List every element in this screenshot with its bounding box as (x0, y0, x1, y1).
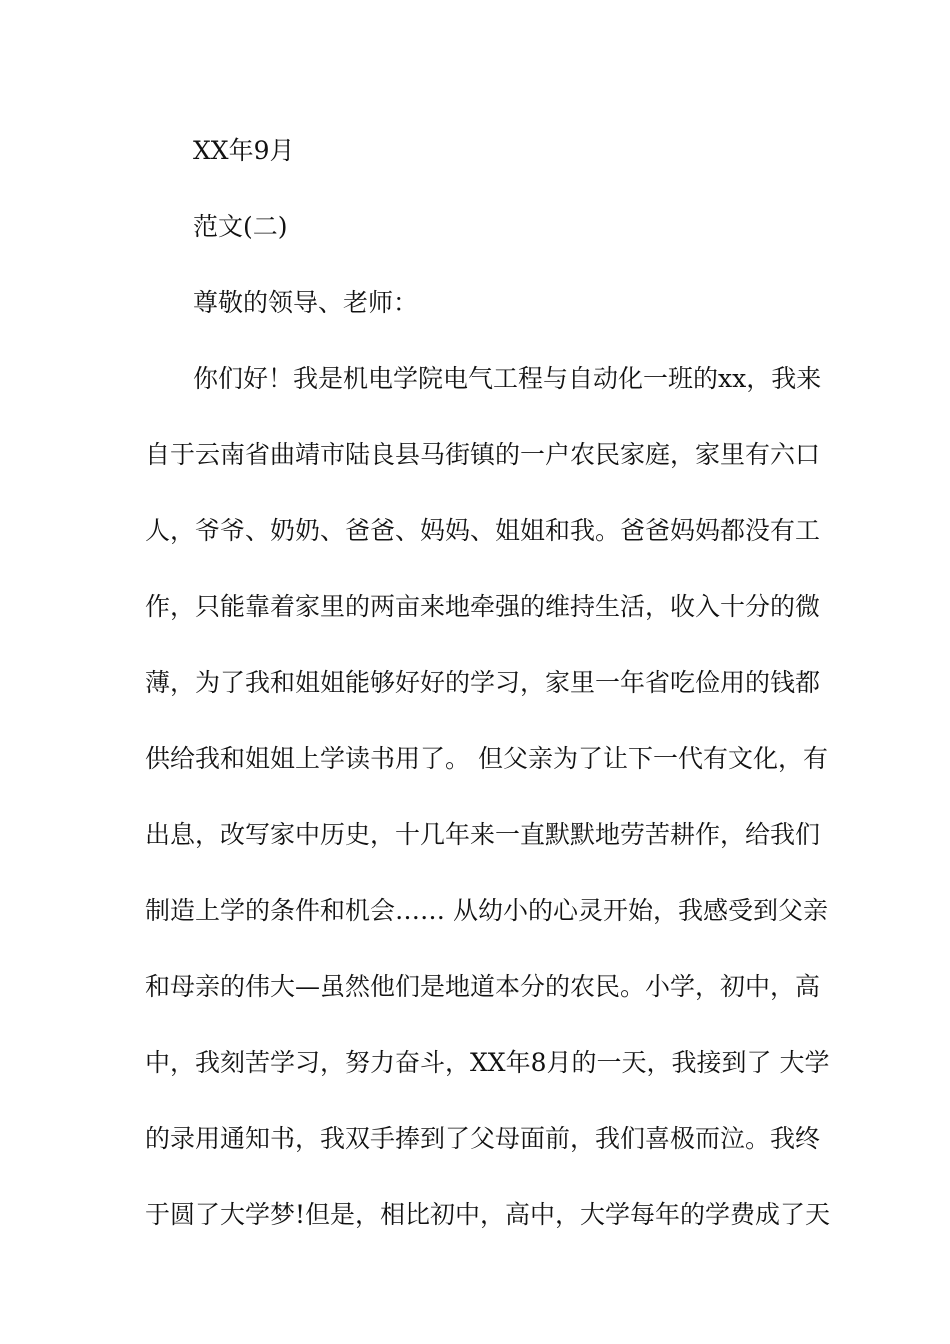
body-line: 薄，为了我和姐姐能够好好的学习，家里一年省吃俭用的钱都 (145, 668, 821, 697)
body-line: 供给我和姐姐上学读书用了。 但父亲为了让下一代有文化，有 (145, 744, 828, 773)
section-title: 范文(二) (193, 212, 288, 241)
body-line: 作，只能靠着家里的两亩来地牵强的维持生活，收入十分的微 (145, 592, 821, 621)
body-line: 自于云南省曲靖市陆良县马街镇的一户农民家庭，家里有六口 (145, 440, 821, 469)
body-line: 你们好！我是机电学院电气工程与自动化一班的xx，我来 (193, 364, 822, 393)
body-line: 制造上学的条件和机会…… 从幼小的心灵开始，我感受到父亲 (145, 896, 828, 925)
body-line: 的录用通知书，我双手捧到了父母面前，我们喜极而泣。我终 (145, 1124, 821, 1153)
body-line: 于圆了大学梦!但是，相比初中，高中，大学每年的学费成了天 (145, 1200, 831, 1229)
body-line: 人，爷爷、奶奶、爸爸、妈妈、姐姐和我。爸爸妈妈都没有工 (145, 516, 821, 545)
date-line: XX年9月 (193, 136, 295, 165)
body-line: 出息，改写家中历史，十几年来一直默默地劳苦耕作，给我们 (145, 820, 821, 849)
salutation: 尊敬的领导、老师： (193, 288, 419, 317)
body-line: 中，我刻苦学习，努力奋斗，XX年8月的一天，我接到了 大学 (145, 1048, 830, 1077)
body-line: 和母亲的伟大—虽然他们是地道本分的农民。小学，初中，高 (145, 972, 821, 1001)
